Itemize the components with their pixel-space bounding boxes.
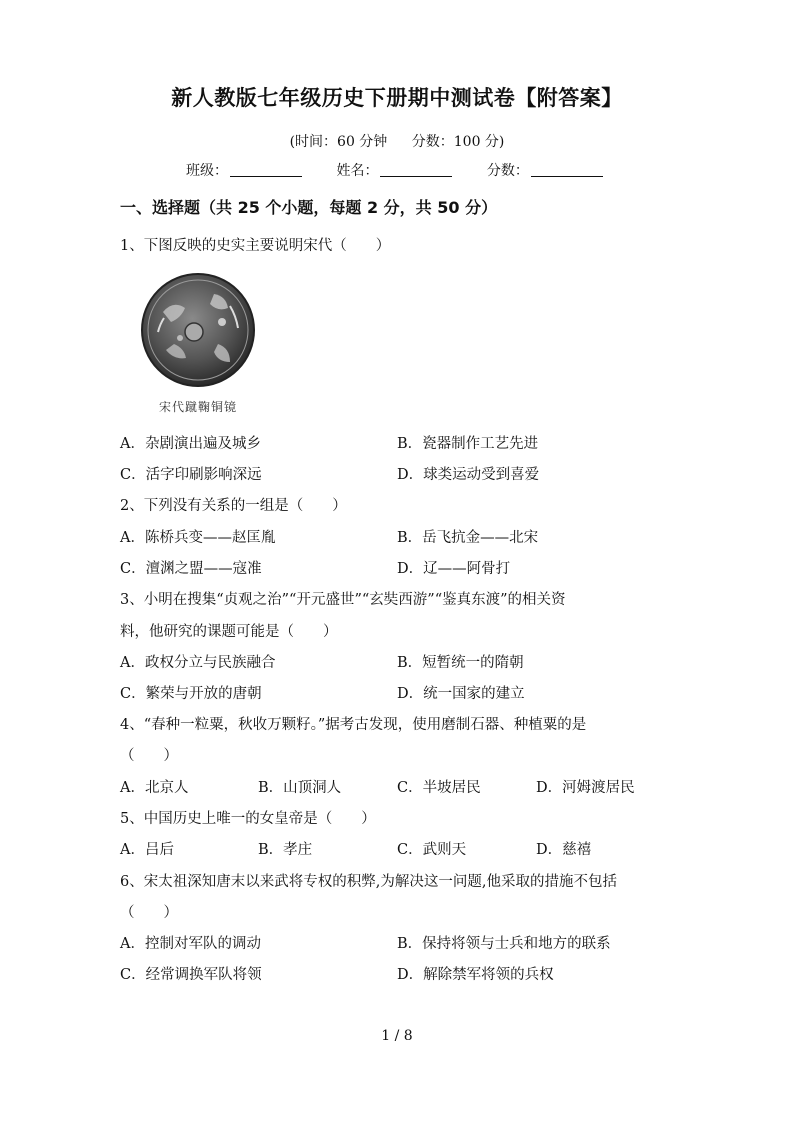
page-title: 新人教版七年级历史下册期中测试卷【附答案】 <box>171 86 623 110</box>
q5-option-b[interactable]: B．孝庄 <box>258 842 313 858</box>
time-limit: (时间：60 分钟 <box>289 134 388 150</box>
q1-option-b[interactable]: B．瓷器制作工艺先进 <box>397 436 539 452</box>
q6-option-b[interactable]: B．保持将领与士兵和地方的联系 <box>397 936 611 952</box>
q6-option-d[interactable]: D．解除禁军将领的兵权 <box>397 967 554 983</box>
exam-meta <box>0 131 794 151</box>
q1-option-d[interactable]: D．球类运动受到喜爱 <box>397 467 540 483</box>
q3-option-c[interactable]: C．繁荣与开放的唐朝 <box>120 686 262 702</box>
class-field[interactable]: 班级： <box>186 160 302 180</box>
student-info-row <box>186 160 633 180</box>
q4-option-a[interactable]: A．北京人 <box>120 780 189 796</box>
question-3-stem-line1: 3、小明在搜集“贞观之治”“开元盛世”“玄奘西游”“鉴真东渡”的相关资 <box>120 592 566 608</box>
question-6-stem-line1: 6、宋太祖深知唐末以来武将专权的积弊,为解决这一问题,他采取的措施不包括 <box>120 874 617 890</box>
question-5-stem: 5、中国历史上唯一的女皇帝是（ ） <box>120 811 376 827</box>
question-6-stem-line2: （ ） <box>120 905 178 921</box>
q2-option-a[interactable]: A．陈桥兵变——赵匡胤 <box>120 530 276 546</box>
q5-option-c[interactable]: C．武则天 <box>397 842 467 858</box>
q1-option-c[interactable]: C．活字印刷影响深远 <box>120 467 262 483</box>
question-2-stem: 2、下列没有关系的一组是（ ） <box>120 498 347 514</box>
q5-option-a[interactable]: A．吕后 <box>120 842 174 858</box>
score-field[interactable]: 分数： <box>487 160 603 180</box>
total-score: 分数：100 分) <box>411 134 505 150</box>
q2-option-d[interactable]: D．辽——阿骨打 <box>397 561 511 577</box>
q4-option-b[interactable]: B．山顶洞人 <box>258 780 342 796</box>
q5-option-d[interactable]: D．慈禧 <box>536 842 592 858</box>
q3-option-a[interactable]: A．政权分立与民族融合 <box>120 655 276 671</box>
q3-option-d[interactable]: D．统一国家的建立 <box>397 686 525 702</box>
name-field[interactable]: 姓名： <box>336 160 452 180</box>
q3-option-b[interactable]: B．短暂统一的隋朝 <box>397 655 524 671</box>
bronze-mirror-icon <box>138 272 258 392</box>
q6-option-a[interactable]: A．控制对军队的调动 <box>120 936 261 952</box>
bronze-mirror-image <box>138 272 258 417</box>
image-caption: 宋代蹴鞠铜镜 <box>158 400 237 414</box>
question-4-stem-line2: （ ） <box>120 748 178 764</box>
section-title: 一、选择题（共 25 个小题，每题 2 分，共 50 分） <box>120 198 498 217</box>
q4-option-c[interactable]: C．半坡居民 <box>397 780 481 796</box>
page-number: 1 / 8 <box>381 1028 413 1044</box>
question-3-stem-line2: 料，他研究的课题可能是（ ） <box>120 624 338 640</box>
question-4-stem-line1: 4、“春种一粒粟，秋收万颗籽。”据考古发现，使用磨制石器、种植粟的是 <box>120 717 587 733</box>
q6-option-c[interactable]: C．经常调换军队将领 <box>120 967 262 983</box>
q4-option-d[interactable]: D．河姆渡居民 <box>536 780 635 796</box>
q2-option-c[interactable]: C．澶渊之盟——寇准 <box>120 561 262 577</box>
q1-option-a[interactable]: A．杂剧演出遍及城乡 <box>120 436 261 452</box>
q2-option-b[interactable]: B．岳飞抗金——北宋 <box>397 530 539 546</box>
question-1-stem: 1、下图反映的史实主要说明宋代（ ） <box>120 238 391 254</box>
